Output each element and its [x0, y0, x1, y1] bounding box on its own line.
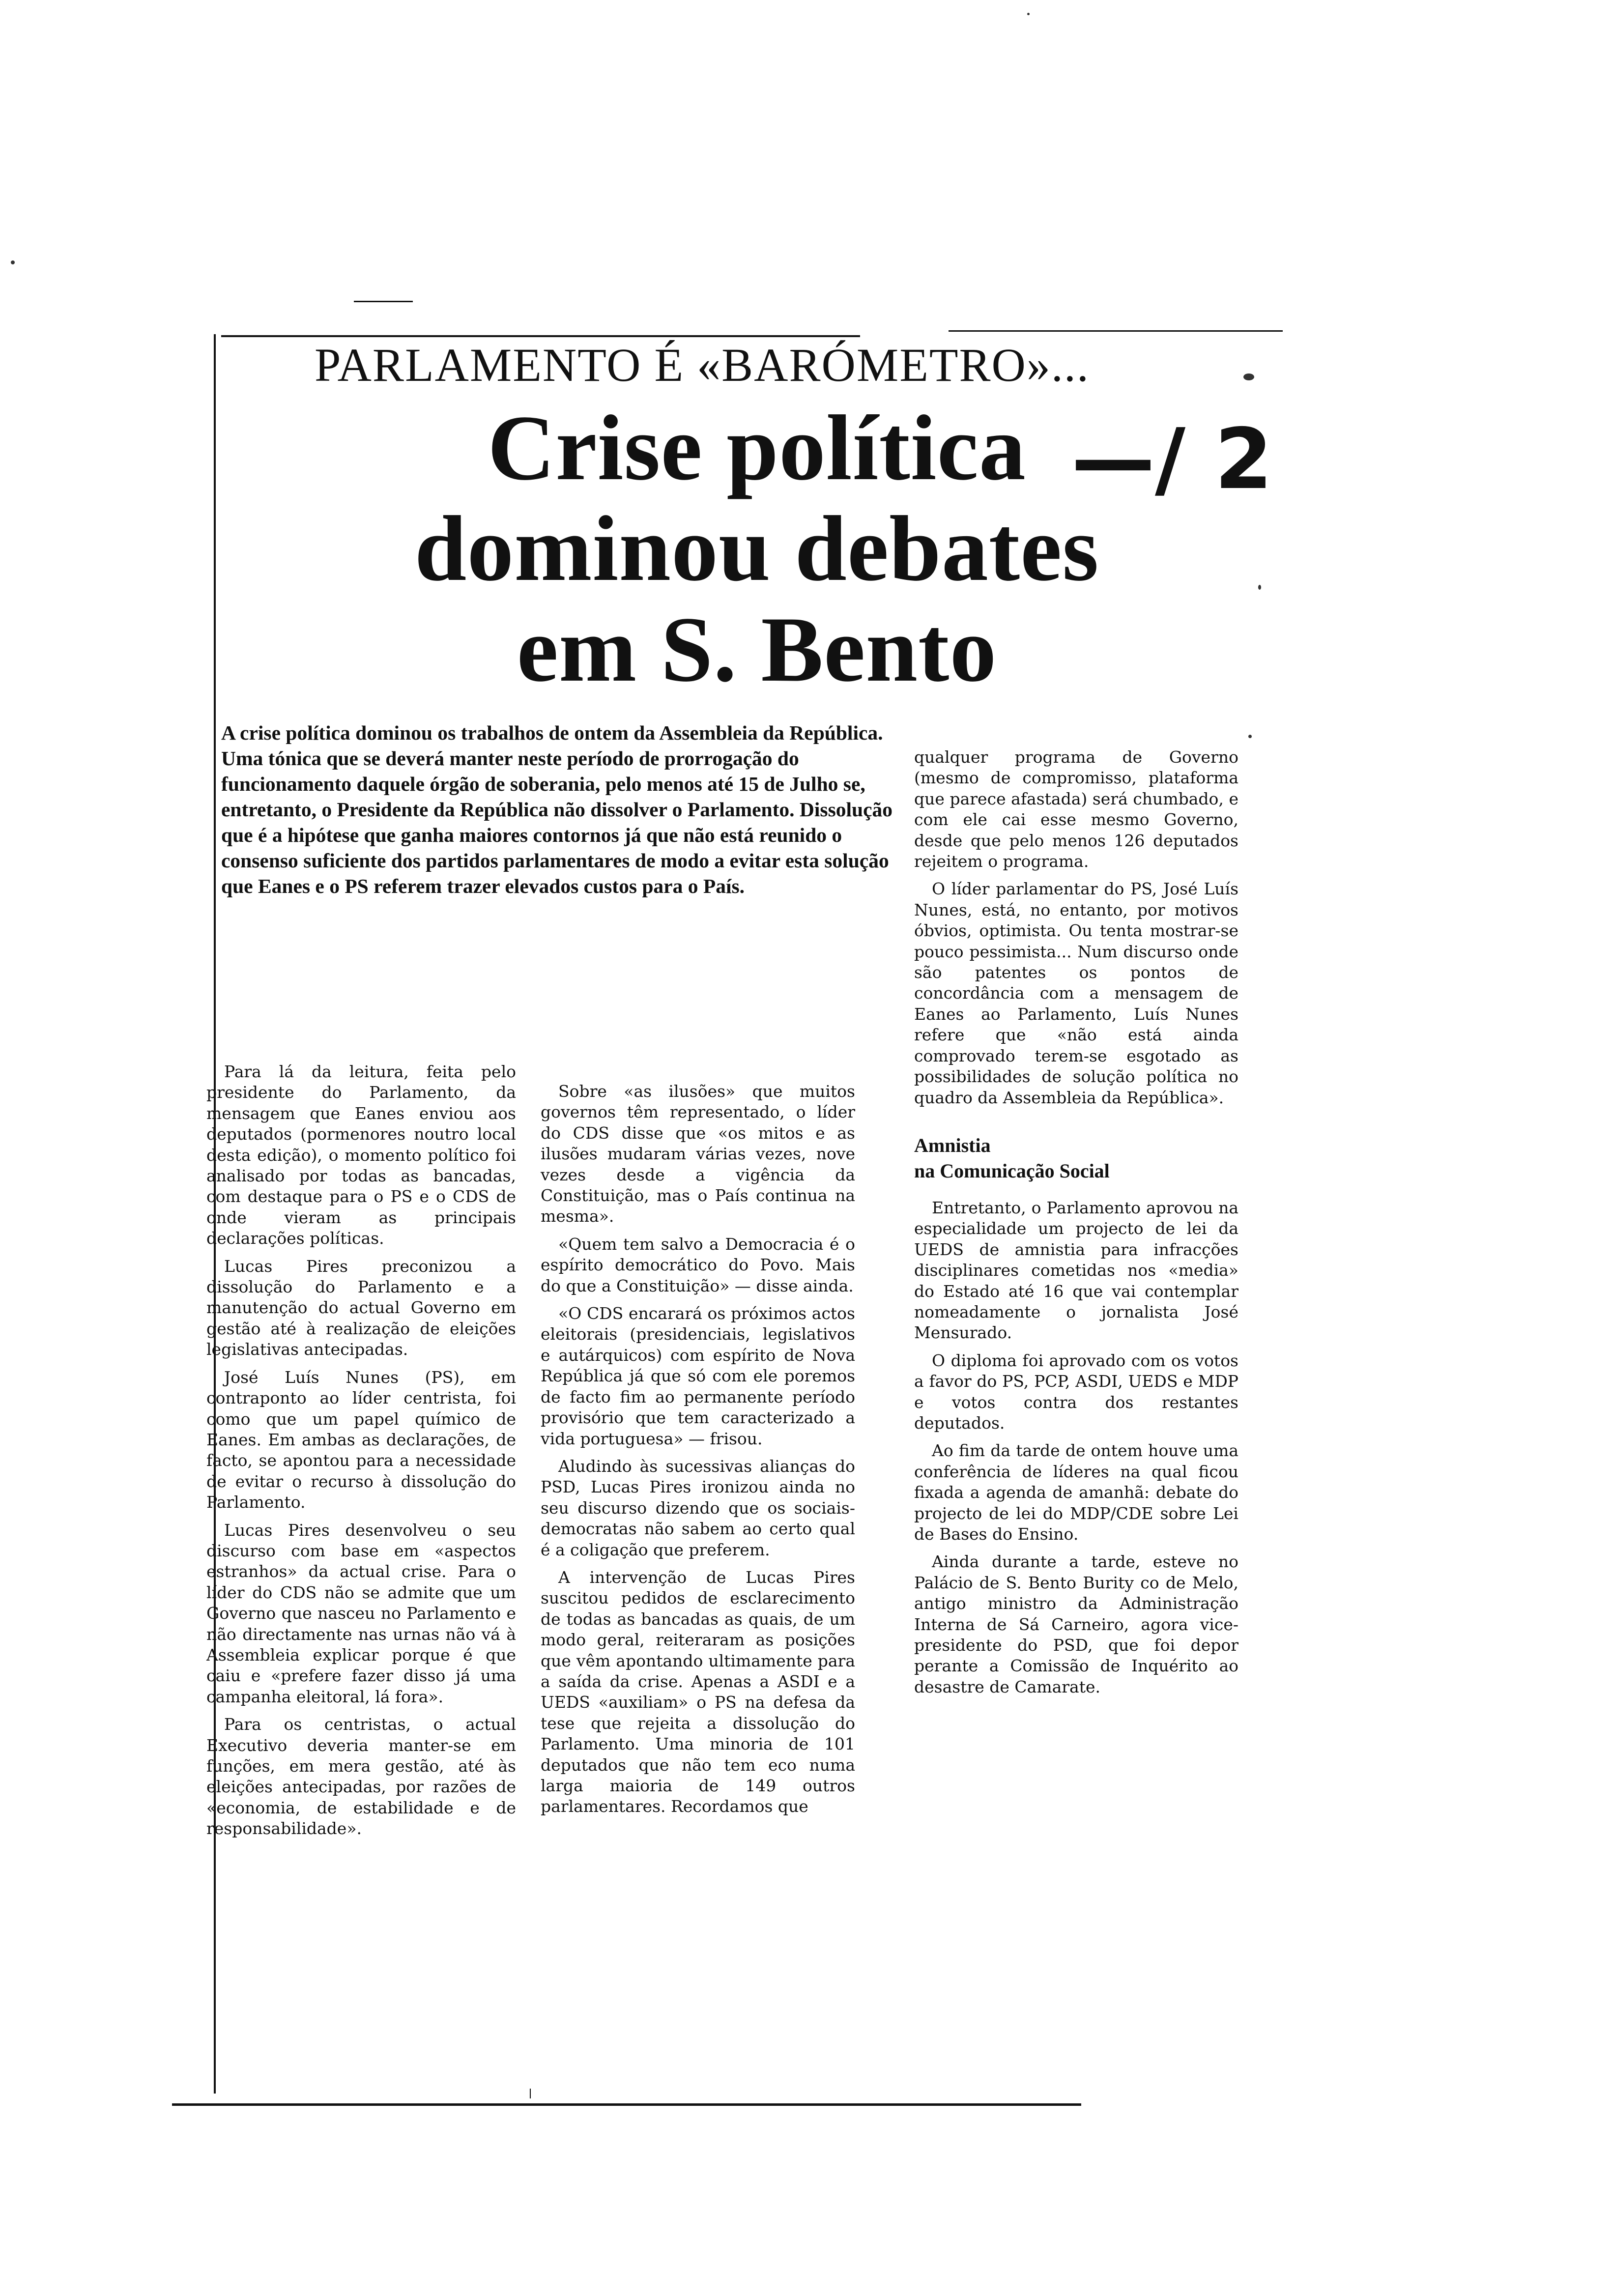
col1-paragraph: Lucas Pires desenvolveu o seu discurso com base em «aspectos estranhos» da actual crise. Para o líder do CDS não se admite que um Governo que nasceu no Parlamento e não directamente nas urnas não vá à Assembleia explicar porque é que caiu e «prefere fazer disso já uma campanha eleitoral, lá fora». [206, 1520, 516, 1706]
scan-speck [1258, 585, 1261, 590]
lead-text: A crise política dominou os trabalhos de ontem da Assembleia da República. Uma tónica que se deverá manter neste período de prorrogação do funcionamento daquele órgão de soberania, pelo menos até 15 de Julho se, entretanto, o Presidente da República não dissolver o Parlamento. Dissolução que é a hipótese que ganha maiores contornos já que não está reunido o consenso suficiente dos partidos parlamentares de modo a evitar esta solução que Eanes e o PS referem trazer elevados custos para o País. [221, 721, 893, 897]
col2-paragraph: A intervenção de Lucas Pires suscitou pedidos de esclarecimento de todas as bancadas as quais, de um modo geral, reiteraram as posições que vêm apontando ultimamente para a saída da crise. Apenas a ASDI e a UEDS «auxiliam» o PS na defesa da tese que rejeita a dissolução do Parlamento. Uma minoria de 101 deputados que não tem eco numa larga maioria de 149 outros parlamentares. Recordamos que [541, 1567, 855, 1816]
subheading-line-1: Amnistia [914, 1134, 991, 1156]
col3-paragraph: O diploma foi aprovado com os votos a favor do PS, PCP, ASDI, UEDS e MDP e votos contra dos restantes deputados. [914, 1350, 1238, 1433]
col1-paragraph: Para lá da leitura, feita pelo presidente do Parlamento, da mensagem que Eanes enviou aos deputados (pormenores noutro local desta edição), o momento político foi analisado por todas as bancadas, com destaque para o PS e o CDS de onde vieram as principais declarações políticas. [206, 1062, 516, 1248]
scan-speck [1027, 13, 1030, 15]
top-rule-right [949, 330, 1283, 332]
subheading [914, 1133, 1238, 1184]
lead-paragraph [221, 720, 899, 899]
col1-paragraph: Para os centristas, o actual Executivo deveria manter-se em funções, em mera gestão, até às eleições antecipadas, por razões de «economia, de estabilidade e de responsabilidade». [206, 1715, 516, 1838]
column-3 [914, 747, 1238, 1704]
headline-line-1: Crise política [488, 397, 1026, 500]
col1-paragraph: Lucas Pires preconizou a dissolução do Parlamento e a manutenção do actual Governo em gestão até à realização de eleições legislativas antecipadas. [206, 1256, 516, 1359]
handwritten-mark: —/ 2 [1071, 411, 1273, 508]
col3-paragraph: Ainda durante a tarde, esteve no Palácio de S. Bento Burity co de Melo, antigo ministro da Administração Interna de Sá Carneiro, agora vice-presidente do PSD, que foi depor perante a Comissão de Inquérito ao desastre de Camarate. [914, 1552, 1238, 1696]
headline-line-3: em S. Bento [517, 598, 997, 701]
scan-speck [1243, 373, 1254, 380]
top-rule-short [354, 301, 413, 302]
bottom-rule [172, 2103, 1081, 2106]
top-rule-left [221, 335, 860, 337]
column-divider [530, 2089, 531, 2098]
col3-paragraph: qualquer programa de Governo (mesmo de compromisso, plataforma que parece afastada) será chumbado, e com ele cai esse mesmo Governo, desde que pelo menos 126 deputados rejeitem o programa. [914, 747, 1238, 871]
headline [315, 398, 1199, 700]
col3-paragraph: Ao fim da tarde de ontem houve uma conferência de líderes na qual ficou fixada a agenda de amanhã: debate do projecto de lei do MDP/CDE sobre Lei de Bases do Ensino. [914, 1441, 1238, 1544]
kicker: PARLAMENTO É «BARÓMETRO»... [315, 339, 1090, 391]
col2-paragraph: Aludindo às sucessivas alianças do PSD, Lucas Pires ironizou ainda no seu discurso dizendo que os sociais-democratas não sabem ao certo qual é a coligação que preferem. [541, 1456, 855, 1559]
col1-paragraph: José Luís Nunes (PS), em contraponto ao líder centrista, foi como que um papel químico de Eanes. Em ambas as declarações, de facto, se apontou para a necessidade de evitar o recurso à dissolução do Parlamento. [206, 1367, 516, 1512]
column-2 [541, 1081, 855, 1824]
headline-line-2: dominou debates [414, 497, 1099, 601]
col2-paragraph: «O CDS encarará os próximos actos eleitorais (presidenciais, legislativos e autárquicos) com espírito de Nova República já que só com ele poremos de facto fim ao permanente período provisório que tem caracterizado a vida portuguesa» — frisou. [541, 1304, 855, 1448]
col3-paragraph: O líder parlamentar do PS, José Luís Nunes, está, no entanto, por motivos óbvios, optimista. Ou tenta mostrar-se pouco pessimista... Num discurso onde são patentes os pontos de concordância com a mensagem de Eanes ao Parlamento, Luís Nunes refere que «não está ainda comprovado terem-se esgotado as possibilidades de solução política no quadro da Assembleia da República». [914, 879, 1238, 1107]
col2-paragraph: «Quem tem salvo a Democracia é o espírito democrático do Povo. Mais do que a Constituição» — disse ainda. [541, 1234, 855, 1295]
scan-speck [11, 260, 15, 264]
col2-paragraph: Sobre «as ilusões» que muitos governos têm representado, o líder do CDS disse que «os mitos e as ilusões mudaram várias vezes, nove vezes desde a vigência da Constituição, mas o País continua na mesma». [541, 1082, 855, 1226]
column-1 [206, 1062, 516, 1846]
subheading-line-2: na Comunicação Social [914, 1159, 1110, 1182]
col3-paragraph: Entretanto, o Parlamento aprovou na especialidade um projecto de lei da UEDS de amnistia para infracções disciplinares cometidas nos «media» do Estado até 16 que vai contemplar nomeadamente o jornalista José Mensurado. [914, 1198, 1238, 1343]
scan-speck [1248, 735, 1252, 738]
